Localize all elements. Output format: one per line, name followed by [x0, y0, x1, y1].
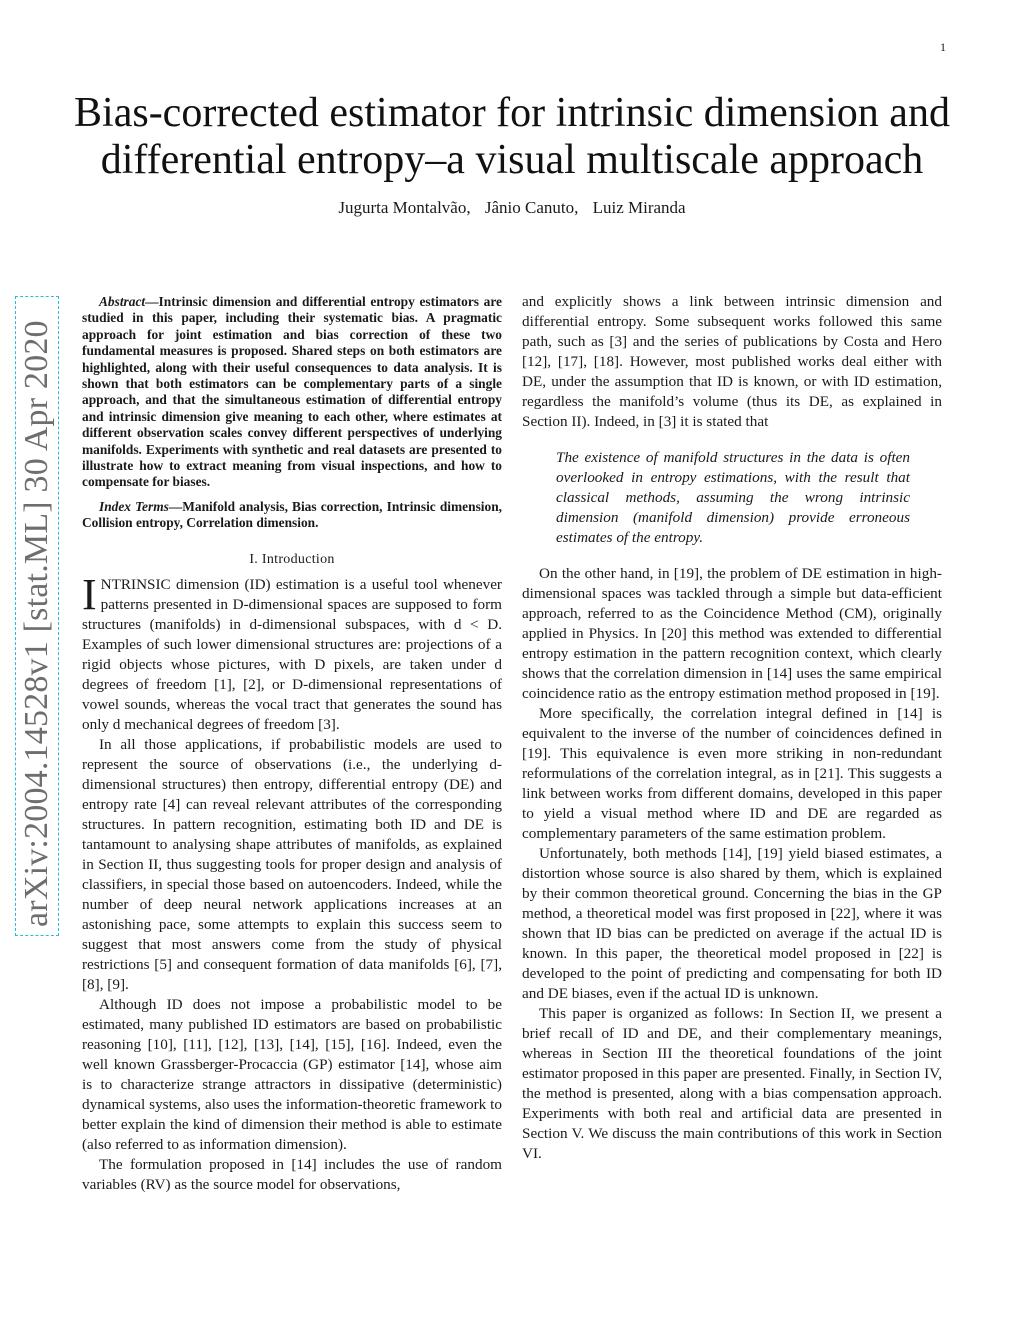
- section-heading-introduction: I. Introduction: [249, 551, 335, 567]
- intro-paragraph-2: In all those applications, if probabilistic models are used to represent the source of observations (i.e., the underlying d-dimensional structures) then entropy, differential entropy (DE) and entropy rate [4] can reveal relevant attributes of the corresponding structures. In pattern recognition, estimating both ID and DE is tantamount to analysing shape attributes of manifolds, as explained in Section II, thus suggesting tools for proper design and analysis of classifiers, in special those based on autoencoders. Indeed, while the number of deep neural network applications increases at an astonishing pace, some attempts to explain this success seem to suggest that most answers come from the study of physical restrictions [5] and consequent formation of data manifolds [6], [7], [8], [9].: [82, 735, 502, 993]
- author-list: [0, 198, 1024, 218]
- dropcap-letter: I: [82, 569, 97, 619]
- right-paragraph-5: This paper is organized as follows: In Section II, we present a brief recall of ID and DE, and their complementary meanings, whereas in Section III the theoretical foundations of the joint estimator proposed in this paper are presented. Finally, in Section IV, the method is presented, along with a bias compensation approach. Experiments with both real and artificial data are presented in Section V. We discuss the main contributions of this work in Section VI.: [522, 1005, 942, 1162]
- intro-first-word: NTRINSIC: [100, 575, 171, 593]
- paper-title: [0, 90, 1024, 184]
- abstract-body: —Intrinsic dimension and differential entropy estimators are studied in this paper, including their systematic bias. A pragmatic approach for joint estimation and bias correction of these two fundamental measures is proposed. Shared steps on both estimators are highlighted, along with their useful consequences to data analysis. It is shown that both estimators can be complementary parts of a single approach, and that the simultaneous estimation of differential entropy and intrinsic dimension give meaning to each other, where estimates at different observation scales convey different perspectives of underlying manifolds. Experiments with synthetic and real datasets are presented to illustrate how to extract meaning from visual inspections, and how to compensate for biases.: [82, 294, 502, 490]
- author-2: Jânio Canuto,: [484, 198, 579, 217]
- right-paragraph-3: More specifically, the correlation integral defined in [14] is equivalent to the inverse of the number of coincidences defined in [19]. This equivalence is even more striking in non-redundant reformulations of the correlation integral, as in [21]. This suggests a link between works from different domains, developed in this paper to yield a visual method where ID and DE are regarded as complementary parameters of the same estimation problem.: [522, 705, 942, 842]
- right-column: [522, 292, 942, 1164]
- abstract: [82, 294, 502, 491]
- intro-paragraph-1-text: dimension (ID) estimation is a useful tool whenever patterns presented in D-dimensional spaces are supposed to form structures (manifolds) in d-dimensional subspaces, with d < D. Examples of such lower dimensional structures are: projections of a rigid objects whose pictures, with D pixels, are taken under d degrees of freedom [1], [2], or D-dimensional representations of vowel sounds, whereas the vocal tract that generates the sound has only d mechanical degrees of freedom [3].: [82, 575, 502, 733]
- author-3: Luiz Miranda: [592, 198, 686, 217]
- right-paragraph-4: Unfortunately, both methods [14], [19] yield biased estimates, a distortion whose source is also shared by them, which is explained by their common theoretical ground. Concerning the bias in the GP method, a theoretical model was first proposed in [22], where it was shown that ID bias can be predicted on average if the actual ID is known. In this paper, the theoretical model proposed in [22] is developed to the point of predicting and compensating for both ID and DE biases, even if the actual ID is unknown.: [522, 845, 942, 1002]
- right-paragraph-1: and explicitly shows a link between intrinsic dimension and differential entropy. Some subsequent works followed this same path, such as [3] and the series of publications by Costa and Hero [12], [17], [18]. However, most published works deal either with DE, under the assumption that ID is known, or with ID estimation, regardless the manifold’s volume (thus its DE, as explained in Section II). Indeed, in [3] it is stated that: [522, 293, 942, 430]
- right-paragraph-2: On the other hand, in [19], the problem of DE estimation in high-dimensional spaces was tackled through a simple but data-efficient approach, referred to as the Coincidence Method (CM), originally applied in Physics. In [20] this method was extended to differential entropy estimation in the pattern recognition context, which clearly shows that the correlation dimension in [14] uses the same empirical coincidence ratio as the entropy estimation method proposed in [19].: [522, 565, 942, 702]
- intro-paragraph-3: Although ID does not impose a probabilistic model to be estimated, many published ID estimators are based on probabilistic reasoning [10], [11], [12], [13], [14], [15], [16]. Indeed, even the well known Grassberger-Procaccia (GP) estimator [14], whose aim is to characterize strange attractors in dissipative (deterministic) dynamical systems, also uses the information-theoretic framework to better explain the kind of dimension their method is able to estimate (also referred to as information dimension).: [82, 995, 502, 1153]
- left-column: [82, 292, 502, 1195]
- arxiv-identifier[interactable]: arXiv:2004.14528v1 [stat.ML] 30 Apr 2020: [18, 320, 55, 927]
- title-line-1: Bias-corrected estimator for intrinsic dimension and: [74, 90, 950, 136]
- index-terms-label: Index Terms: [99, 498, 169, 514]
- intro-paragraph-4: The formulation proposed in [14] includes the use of random variables (RV) as the source model for observations,: [82, 1155, 502, 1193]
- abstract-label: Abstract: [99, 294, 146, 309]
- index-terms: [82, 499, 502, 532]
- intro-paragraph-1: [82, 569, 502, 735]
- page-number: 1: [940, 40, 946, 54]
- title-line-2: differential entropy–a visual multiscale approach: [100, 137, 924, 183]
- author-1: Jugurta Montalvão,: [338, 198, 471, 217]
- block-quote: The existence of manifold structures in the data is often overlooked in entropy estimations, with the result that classical methods, assuming the wrong intrinsic dimension (manifold dimension) provide erroneous estimates of the entropy.: [556, 449, 910, 546]
- index-terms-body: —Manifold analysis, Bias correction, Intrinsic dimension, Collision entropy, Correlation dimension.: [82, 498, 502, 531]
